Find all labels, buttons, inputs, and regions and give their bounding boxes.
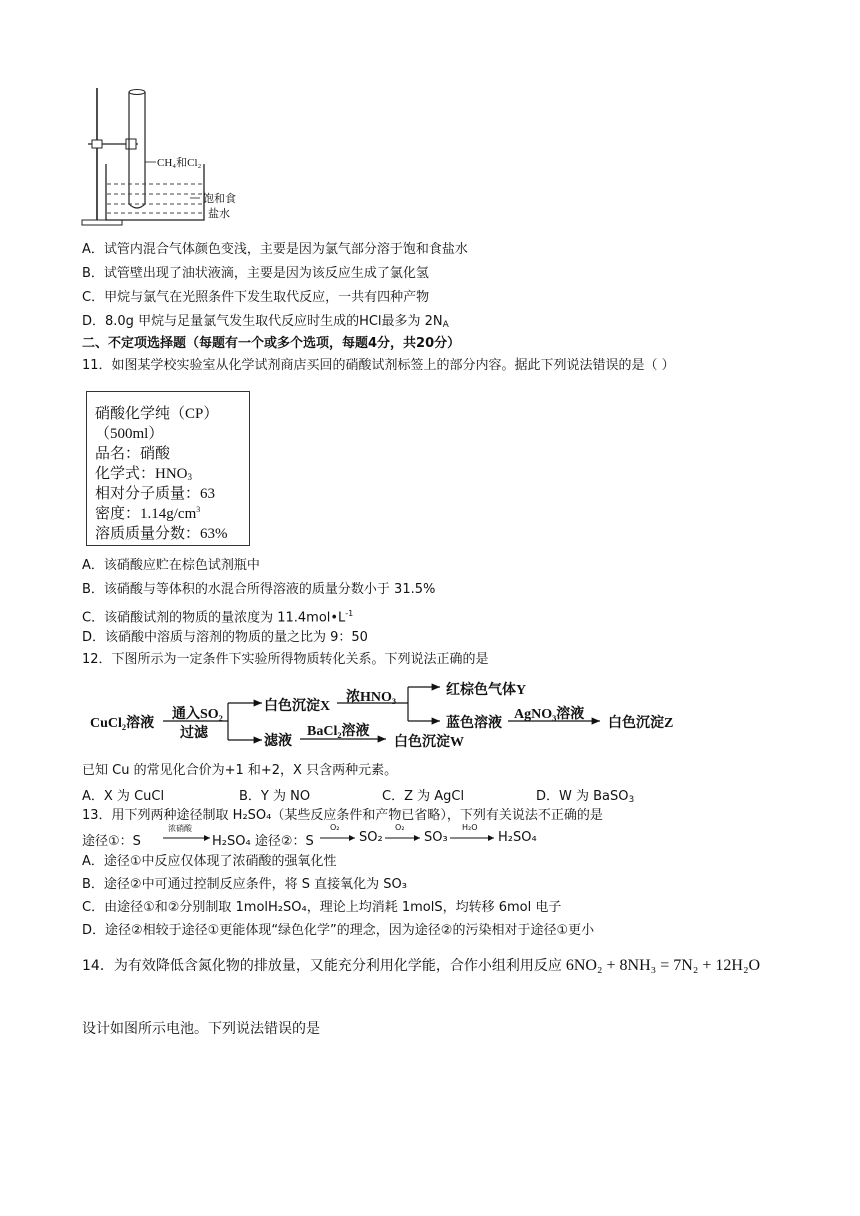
label-line-name: 品名：硝酸 [95,446,171,462]
q12-option-b: B．Y 为 NO [239,789,311,804]
q10-option-d-text: D．8.0g 甲烷与足量氯气发生取代反应时生成的HCl最多为 2N [82,314,443,329]
route-2-product: H₂SO₄ [498,830,537,845]
q13-option-b: B．途径②中可通过控制反应条件，将 S 直接氧化为 SO₃ [82,877,407,892]
q11-option-d: D．该硝酸中溶质与溶剂的物质的量之比为 9：50 [82,630,368,645]
flow-reagent-bacl2: BaCl₂溶液 [307,724,370,739]
label-line-volume: （500ml） [95,426,164,442]
q14-equation: 6NO₂ + 8NH₃ = 7N₂ + 12H₂O [565,957,761,974]
section-2-heading: 二、不定项选择题（每题有一个或多个选项，每题4分，共20分） [82,336,461,351]
flow-reagent-agno3: AgNO₃溶液 [514,707,585,722]
route-1-product-and-route-2: H₂SO₄ 途径②：S [212,834,314,849]
q10-option-c: C．甲烷与氯气在光照条件下发生取代反应，一共有四种产物 [82,290,430,305]
route-1-prefix: 途径①：S [82,834,141,849]
q11-option-b: B．该硝酸与等体积的水混合所得溶液的质量分数小于 31.5% [82,582,436,597]
solution-label-line1: 饱和食 [203,192,236,205]
q10-option-b: B．试管壁出现了油状液滴，主要是因为该反应生成了氯化氢 [82,266,429,281]
reagent-label-box [86,391,250,546]
q13-option-c: C．由途径①和②分别制取 1molH₂SO₄，理论上均消耗 1molS，均转移 6mol 电子 [82,900,562,915]
route-2-h2o: H₂O [462,823,478,832]
flow-step1-top: 通入SO₂ [172,707,223,722]
label-line-mass-fraction: 溶质质量分数：63% [95,526,228,542]
q14-stem-2: 设计如图所示电池。下列说法错误的是 [82,1021,320,1037]
q12-option-c: C．Z 为 AgCl [382,789,465,804]
label-line-molar-mass: 相对分子质量：63 [95,486,216,502]
q12-option-a: A．X 为 CuCl [82,789,165,804]
flow-red-gas-y: 红棕色气体Y [446,683,527,698]
q13-stem: 13．用下列两种途径制取 H₂SO₄（某些反应条件和产物已省略），下列有关说法不正确的是 [82,808,603,823]
q14-stem: 14．为有效降低含氮化物的排放量，又能充分利用化学能，合作小组利用反应 6NO₂ + 8NH₃ = 7N₂ + 12H₂O [82,957,761,974]
route-2-so3: SO₃ [424,830,448,845]
q11-option-c: C．该硝酸试剂的物质的量浓度为 $11.4mol•L^{-1}$ [82,609,354,626]
flow-white-z: 白色沉淀Z [608,716,674,731]
label-line-density: 密度：$1.14g/cm^3$ [95,505,201,522]
q13-option-a: A．途径①中反应仅体现了浓硝酸的强氧化性 [82,854,337,869]
route-2-o2-b: O₂ [395,823,405,832]
q12-note: 已知 Cu 的常见化合价为+1 和+2，X 只含两种元素。 [82,763,398,778]
flow-step1-bottom: 过滤 [180,726,208,741]
flow-white-x: 白色沉淀X [264,699,331,714]
q11-option-c-sup: -1 [345,609,354,618]
flow-reagent-hno3: 浓HNO₃ [346,690,397,705]
q12-option-d: D．W 为 BaSO$_3$ [536,789,635,805]
label-line-formula: 化学式：$HNO_3$ [95,466,192,482]
q12-stem: 12．下图所示为一定条件下实验所得物质转化关系。下列说法正确的是 [82,652,489,667]
route-2-so2: SO₂ [359,830,383,845]
solution-label-line2: 盐水 [208,207,230,220]
q10-option-a: A．试管内混合气体颜色变浅，主要是因为氯气部分溶于饱和食盐水 [82,242,468,257]
q10-option-d-sub: A [442,320,449,330]
flow-blue-solution: 蓝色溶液 [446,716,502,731]
flow-filtrate: 滤液 [264,734,292,749]
q13-option-d: D．途径②相较于途径①更能体现“绿色化学”的理念，因为途径②的污染相对于途径①更小 [82,923,595,938]
gas-label: CH₄和Cl₂ [157,157,202,169]
flow-white-w: 白色沉淀W [394,735,464,750]
route-1-reagent: 浓硝酸 [168,824,192,833]
q11-stem: 11．如图某学校实验室从化学试剂商店买回的硝酸试剂标签上的部分内容。据此下列说法错误的是（ ） [82,358,675,373]
route-2-o2-a: O₂ [330,823,340,832]
q10-option-d [82,313,449,334]
flow-start: CuCl₂溶液 [90,716,155,731]
label-line-grade: 硝酸化学纯（CP） [95,406,219,422]
q11-option-a: A．该硝酸应贮在棕色试剂瓶中 [82,558,260,573]
